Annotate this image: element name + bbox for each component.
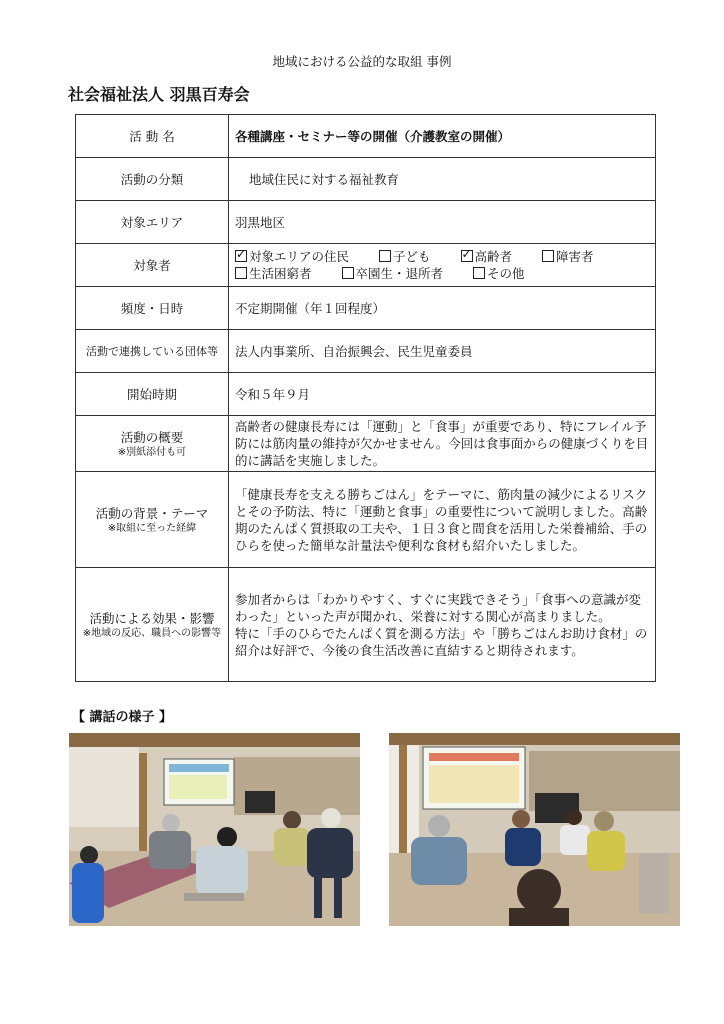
overview-value: 高齢者の健康長寿には「運動」と「食事」が重要であり、特にフレイル予防には筋肉量の維持が欠かせません。今回は食事面からの健康づくりを目的に講話を実施しました。 xyxy=(229,416,656,472)
table-row xyxy=(76,158,656,201)
frequency-value: 不定期開催（年１回程度） xyxy=(229,287,656,330)
checkbox-item: ✓ 高齢者 xyxy=(461,248,513,265)
table-row xyxy=(76,287,656,330)
row-label-note: ※取組に至った経緯 xyxy=(107,522,197,534)
row-label: 活動の分類 xyxy=(76,158,229,201)
row-label: 活動で連携している団体等 xyxy=(76,330,229,373)
effects-value xyxy=(229,568,656,682)
row-label-note: ※別紙添付も可 xyxy=(117,446,187,458)
activity-table xyxy=(75,114,656,682)
checkbox-item: 子ども xyxy=(379,248,431,265)
section-title: 【 講話の様子 】 xyxy=(72,710,173,725)
table-row xyxy=(76,373,656,416)
checkbox-item: 生活困窮者 xyxy=(235,265,312,282)
table-row xyxy=(76,115,656,158)
row-label: 対象エリア xyxy=(76,201,229,244)
area-value: 羽黒地区 xyxy=(229,201,656,244)
table-row xyxy=(76,416,656,472)
checkbox-checked-icon xyxy=(461,250,473,262)
row-label: 開始時期 xyxy=(76,373,229,416)
checkbox-item: 卒園生・退所者 xyxy=(342,265,444,282)
start-date-value: 令和５年９月 xyxy=(229,373,656,416)
row-label xyxy=(76,472,229,568)
row-label: 活 動 名 xyxy=(76,115,229,158)
row-label-main: 活動による効果・影響 xyxy=(89,610,215,626)
table-row xyxy=(76,472,656,568)
row-label: 頻度・日時 xyxy=(76,287,229,330)
lecture-photo-1 xyxy=(69,733,360,926)
checkbox-item: その他 xyxy=(473,265,525,282)
table-row xyxy=(76,568,656,682)
checkbox-empty-icon xyxy=(342,267,354,279)
organization-name: 社会福祉法人 羽黒百寿会 xyxy=(68,85,250,104)
checkbox-item: 障害者 xyxy=(542,248,594,265)
effects-paragraph-2: 特に「手のひらでたんぱく質を測る方法」や「勝ちごはんお助け食材」の紹介は好評で、今後の食生活改善に直結すると期待されます。 xyxy=(235,625,648,658)
target-checkboxes xyxy=(229,244,656,287)
checkbox-empty-icon xyxy=(379,250,391,262)
checkbox-empty-icon xyxy=(235,267,247,279)
background-value: 「健康長寿を支える勝ちごはん」をテーマに、筋肉量の減少によるリスクとその予防法、特に「運動と食事」の重要性について説明しました。高齢期のたんぱく質摂取の工夫や、１日３食と間食を活用した栄養補給、手のひらを使った簡単な計量法や便利な食材も紹介いたしました。 xyxy=(229,472,656,568)
partners-value: 法人内事業所、自治振興会、民生児童委員 xyxy=(229,330,656,373)
row-label: 対象者 xyxy=(76,244,229,287)
table-row xyxy=(76,201,656,244)
category-value: 地域住民に対する福祉教育 xyxy=(229,158,656,201)
checkbox-item: ✓対象エリアの住民 xyxy=(235,248,349,265)
row-label xyxy=(76,416,229,472)
table-row xyxy=(76,244,656,287)
table-row xyxy=(76,330,656,373)
activity-name-value: 各種講座・セミナー等の開催（介護教室の開催） xyxy=(229,115,656,158)
checkbox-checked-icon xyxy=(235,250,247,262)
row-label-main: 活動の背景・テーマ xyxy=(95,505,209,521)
document-title: 地域における公益的な取組 事例 xyxy=(272,54,452,69)
checkbox-empty-icon xyxy=(542,250,554,262)
row-label-note: ※地域の反応、職員への影響等 xyxy=(82,627,222,639)
row-label xyxy=(76,568,229,682)
effects-paragraph-1: 参加者からは「わかりやすく、すぐに実践できそう」「食事への意識が変わった」といった声が聞かれ、栄養に対する関心が高まりました。 xyxy=(235,591,642,624)
checkbox-empty-icon xyxy=(473,267,485,279)
lecture-photo-2 xyxy=(389,733,680,926)
row-label-main: 活動の概要 xyxy=(120,429,184,445)
